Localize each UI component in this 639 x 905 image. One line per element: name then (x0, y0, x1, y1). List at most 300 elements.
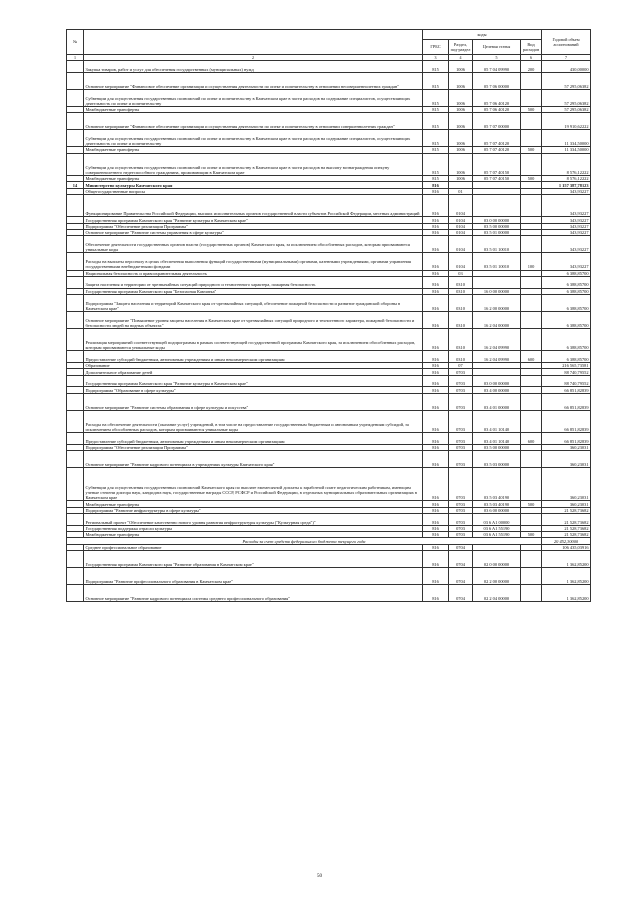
header-grbs: ГРБС (423, 39, 449, 55)
row-number-cell (67, 311, 84, 328)
amount-cell: 21 528,73682 (542, 514, 591, 526)
row-number-cell (67, 328, 84, 350)
section-cell: 0104 (449, 236, 473, 253)
amount-cell: 360,23031 (542, 501, 591, 507)
expense-kind-cell (521, 393, 542, 410)
target-article-cell: 05 7 06 40120 (473, 89, 521, 106)
grbs-cell: 815 (423, 175, 449, 181)
section-cell: 0703 (449, 525, 473, 531)
description-cell: Дополнительное образование детей (84, 369, 423, 375)
expense-kind-cell (521, 451, 542, 468)
table-row (67, 253, 591, 270)
grbs-cell: 816 (423, 501, 449, 507)
description-cell: Субвенции для осуществления государственных полномочий по опеке и попечительству в Камчатском крае в части расходов на содержание специалистов, осуществляющих деятельность по опеке и попечительству (84, 130, 423, 147)
amount-cell: 360,23031 (542, 451, 591, 468)
section-cell: 1006 (449, 72, 473, 89)
expense-kind-cell (521, 294, 542, 311)
row-number-cell (67, 61, 84, 73)
grbs-cell: 815 (423, 113, 449, 130)
table-row (67, 72, 591, 89)
section-cell: 1006 (449, 113, 473, 130)
description-cell: Функционирование Правительства Российской Федерации, высших исполнительных органов государственной власти субъектов Российской Федерации, местных администраций (84, 194, 423, 216)
grbs-cell: 816 (423, 544, 449, 550)
target-article-cell: 03 5 01 10010 (473, 236, 521, 253)
section-cell: 0104 (449, 223, 473, 229)
description-cell: Субвенции для осуществления государственных полномочий по опеке и попечительству в Камчатском крае в части расходов на выплату вознаграждения опекуну совершеннолетнего недееспособного гражданина, проживающим в Камчатском крае (84, 153, 423, 175)
expense-kind-cell: 500 (521, 106, 542, 112)
section-cell: 0704 (449, 544, 473, 550)
grbs-cell: 816 (423, 351, 449, 363)
description-cell: Государственная программа Камчатского края "Безопасная Камчатка" (84, 288, 423, 294)
description-cell: Среднее профессиональное образование (84, 544, 423, 550)
target-article-cell: 03 0 00 00000 (473, 217, 521, 223)
amount-cell: 57 295,06382 (542, 89, 591, 106)
grbs-cell: 816 (423, 276, 449, 288)
section-cell: 0703 (449, 451, 473, 468)
row-number-cell (67, 89, 84, 106)
target-article-cell: 03 4 01 00000 (473, 393, 521, 410)
grbs-cell: 816 (423, 507, 449, 513)
expense-kind-cell: 500 (521, 175, 542, 181)
amount-cell: 57 295,06382 (542, 72, 591, 89)
row-number-cell (67, 113, 84, 130)
target-article-cell: 03 6 A1 00000 (473, 514, 521, 526)
description-cell: Основное мероприятие "Развитие кадрового потенциала системы среднего профессионального образования" (84, 585, 423, 602)
header-codes: коды (423, 30, 542, 40)
section-cell: 0703 (449, 375, 473, 387)
amount-cell: 6 388,85700 (542, 270, 591, 276)
expense-kind-cell (521, 276, 542, 288)
amount-cell: 343,93227 (542, 188, 591, 194)
table-row (67, 328, 591, 350)
target-article-cell: 03 5 03 40190 (473, 501, 521, 507)
table-row (67, 468, 591, 501)
target-article-cell: 03 6 00 00000 (473, 507, 521, 513)
expense-kind-cell (521, 468, 542, 501)
expense-kind-cell (521, 194, 542, 216)
header-target: Целевая статья (473, 39, 521, 55)
description-cell: Государственная программа Камчатского края "Развитие культуры в Камчатском крае" (84, 217, 423, 223)
grbs-cell: 816 (423, 270, 449, 276)
description-cell: Национальная безопасность и правоохранительная деятельность (84, 270, 423, 276)
description-cell: Образование (84, 363, 423, 369)
table-row (67, 89, 591, 106)
grbs-cell: 815 (423, 130, 449, 147)
table-row (67, 153, 591, 175)
grbs-cell: 816 (423, 363, 449, 369)
target-article-cell: 05 7 04 09990 (473, 61, 521, 73)
index-cell: 5 (473, 55, 521, 61)
description-cell: Региональный проект "Обеспечение качественно нового уровня развития инфраструктуры культуры ("Культурная среда")" (84, 514, 423, 526)
description-cell: Подпрограмма "Образование в сфере культуры" (84, 387, 423, 393)
target-article-cell: 03 5 01 00000 (473, 230, 521, 236)
index-cell: 6 (521, 55, 542, 61)
grbs-cell: 816 (423, 525, 449, 531)
row-number-cell (67, 153, 84, 175)
amount-cell: 343,93227 (542, 253, 591, 270)
table-row (67, 514, 591, 526)
table-row (67, 351, 591, 363)
amount-cell: 6 388,85700 (542, 288, 591, 294)
table-row (67, 194, 591, 216)
amount-cell: 1 362,85200 (542, 551, 591, 568)
grbs-cell: 816 (423, 568, 449, 585)
grbs-cell: 816 (423, 236, 449, 253)
table-row (67, 433, 591, 445)
grbs-cell: 816 (423, 369, 449, 375)
description-cell: Государственная поддержка отрасли культуры (84, 525, 423, 531)
row-number-cell (67, 410, 84, 432)
section-cell: 0703 (449, 514, 473, 526)
header-description (84, 30, 423, 55)
page-number: 50 (317, 874, 322, 879)
grbs-cell: 815 (423, 61, 449, 73)
table-row (67, 276, 591, 288)
index-cell: 2 (84, 55, 423, 61)
table-row (67, 568, 591, 585)
description-cell: Расходы на выплаты персоналу в целях обеспечения выполнения функций государственными (муниципальными) органами, казенными учреждениями, органами управления государственными внебюджетными фондами (84, 253, 423, 270)
target-article-cell: 03 6 A1 55190 (473, 525, 521, 531)
target-article-cell: 16 2 04 09990 (473, 328, 521, 350)
description-cell: Основное мероприятие "Развитие кадрового потенциала в учреждениях культуры Камчатского края" (84, 451, 423, 468)
section-cell: 0703 (449, 501, 473, 507)
description-cell: Обеспечение деятельности государственных органов власти (государственных органов) Камчатского края, за исключением обособленных расходов, которым присваиваются уникальные коды (84, 236, 423, 253)
target-article-cell: 05 7 07 40120 (473, 130, 521, 147)
amount-cell: 6 388,85700 (542, 351, 591, 363)
grbs-cell: 816 (423, 451, 449, 468)
grbs-cell: 815 (423, 72, 449, 89)
expense-kind-cell (521, 89, 542, 106)
amount-cell: 216 565,73581 (542, 363, 591, 369)
grbs-cell: 816 (423, 551, 449, 568)
section-cell: 0310 (449, 294, 473, 311)
description-cell: Государственная программа Камчатского края "Развитие образования в Камчатском крае" (84, 551, 423, 568)
grbs-cell: 815 (423, 147, 449, 153)
section-cell: 0310 (449, 288, 473, 294)
row-number-cell (67, 468, 84, 501)
expense-kind-cell (521, 130, 542, 147)
table-row (67, 311, 591, 328)
header-section: Раздел, под-раздел (449, 39, 473, 55)
description-cell: Министерство культуры Камчатского края (84, 182, 423, 188)
description-cell: Защита населения и территории от чрезвычайных ситуаций природного и техногенного характера, пожарная безопасность (84, 276, 423, 288)
target-article-cell: 16 2 00 00000 (473, 294, 521, 311)
row-number-cell (67, 514, 84, 526)
expense-kind-cell (521, 551, 542, 568)
expense-kind-cell (521, 514, 542, 526)
section-cell: 1006 (449, 175, 473, 181)
amount-cell: 66 851,82839 (542, 410, 591, 432)
target-article-cell: 16 2 04 00000 (473, 311, 521, 328)
description-cell: Основное мероприятие "Финансовое обеспечение организации и осуществления деятельности по опеке и попечительству в отношении совершеннолетних граждан" (84, 113, 423, 130)
target-article-cell (473, 276, 521, 288)
expense-kind-cell: 500 (521, 532, 542, 538)
grbs-cell: 816 (423, 585, 449, 602)
amount-cell: 21 528,73682 (542, 532, 591, 538)
description-cell: Предоставление субсидий бюджетным, автономным учреждениям и иным некоммерческим организациям (84, 351, 423, 363)
section-cell: 0703 (449, 369, 473, 375)
description-cell: Основное мероприятие "Повышение уровня защиты населения в Камчатском крае от чрезвычайных ситуаций природного и техногенного характера, пожарной безопасности и безопасности людей на водных объектах" (84, 311, 423, 328)
target-article-cell: 03 5 00 00000 (473, 223, 521, 229)
description-cell: Основное мероприятие "Развитие системы управления в сфере культуры" (84, 230, 423, 236)
amount-cell: 66 851,82839 (542, 433, 591, 445)
amount-cell: 19 910,62222 (542, 113, 591, 130)
section-cell: 0104 (449, 217, 473, 223)
target-article-cell: 03 4 00 00000 (473, 387, 521, 393)
description-cell: Основное мероприятие "Развитие системы образования в сфере культуры и искусства" (84, 393, 423, 410)
budget-table-sheet (66, 29, 590, 602)
description-cell: Межбюджетные трансферты (84, 147, 423, 153)
amount-cell: 343,93227 (542, 194, 591, 216)
grbs-cell: 816 (423, 532, 449, 538)
grbs-cell: 816 (423, 468, 449, 501)
header-kind: Вид расходов (521, 39, 542, 55)
grbs-cell: 815 (423, 106, 449, 112)
target-article-cell: 16 2 04 09990 (473, 351, 521, 363)
amount-cell: 1 362,85200 (542, 568, 591, 585)
amount-cell: 343,93227 (542, 236, 591, 253)
section-cell: 0104 (449, 194, 473, 216)
description-cell: Межбюджетные трансферты (84, 175, 423, 181)
grbs-cell: 816 (423, 217, 449, 223)
amount-cell: 6 388,85700 (542, 294, 591, 311)
description-cell: Общегосударственные вопросы (84, 188, 423, 194)
description-cell: Государственная программа Камчатского края "Развитие культуры в Камчатском крае" (84, 375, 423, 387)
amount-cell: 11 334,50000 (542, 130, 591, 147)
target-article-cell: 03 4 01 10140 (473, 410, 521, 432)
expense-kind-cell: 100 (521, 253, 542, 270)
section-cell: 0104 (449, 253, 473, 270)
target-article-cell: 05 7 07 40150 (473, 153, 521, 175)
description-cell: Расходы на обеспечение деятельности (оказание услуг) учреждений, в том числе на предоставление государственным бюджетным и автономным учреждениям субсидий, за исключением обособленных расходов, которым присваиваются уникальные коды (84, 410, 423, 432)
expense-kind-cell (521, 236, 542, 253)
amount-cell: 20 452,30000 (542, 538, 591, 544)
row-number-cell (67, 551, 84, 568)
expense-kind-cell: 600 (521, 351, 542, 363)
grbs-cell: 815 (423, 89, 449, 106)
row-number-cell (67, 433, 84, 445)
table-row (67, 375, 591, 387)
section-cell: 0310 (449, 328, 473, 350)
target-article-cell: 05 7 06 40120 (473, 106, 521, 112)
target-article-cell: 03 5 01 10010 (473, 253, 521, 270)
row-number-cell (67, 294, 84, 311)
section-cell: 0704 (449, 568, 473, 585)
amount-cell: 6 388,85700 (542, 311, 591, 328)
expense-kind-cell (521, 72, 542, 89)
amount-cell: 21 528,73682 (542, 507, 591, 513)
section-cell: 07 (449, 363, 473, 369)
amount-cell: 343,93227 (542, 217, 591, 223)
section-cell: 0704 (449, 551, 473, 568)
target-article-cell: 05 7 07 40150 (473, 175, 521, 181)
target-article-cell: 05 7 07 40120 (473, 147, 521, 153)
amount-cell: 430,00000 (542, 61, 591, 73)
description-cell: Основное мероприятие "Финансовое обеспечение организации и осуществления деятельности по опеке и попечительству в отношении несовершеннолетних граждан" (84, 72, 423, 89)
section-cell: 0703 (449, 410, 473, 432)
subtotal-label: Расходы за счет средств федерального бюджета текущего года (67, 538, 542, 544)
section-cell: 0310 (449, 351, 473, 363)
target-article-cell: 02 0 00 00000 (473, 551, 521, 568)
amount-cell: 1 362,85200 (542, 585, 591, 602)
section-cell: 0703 (449, 387, 473, 393)
target-article-cell: 02 2 00 00000 (473, 568, 521, 585)
section-cell: 0703 (449, 444, 473, 450)
section-cell: 0704 (449, 585, 473, 602)
description-cell: Предоставление субсидий бюджетным, автономным учреждениям и иным некоммерческим организациям (84, 433, 423, 445)
amount-cell: 343,93227 (542, 230, 591, 236)
table-row (67, 61, 591, 73)
expense-kind-cell (521, 153, 542, 175)
index-cell: 4 (449, 55, 473, 61)
section-cell: 03 (449, 270, 473, 276)
description-cell: Межбюджетные трансферты (84, 532, 423, 538)
amount-cell: 1 157 387,78123 (542, 182, 591, 188)
description-cell: Закупка товаров, работ и услуг для обеспечения государственных (муниципальных) нужд (84, 61, 423, 73)
section-cell: 01 (449, 188, 473, 194)
target-article-cell: 16 0 00 00000 (473, 288, 521, 294)
grbs-cell: 816 (423, 288, 449, 294)
amount-cell: 360,23031 (542, 468, 591, 501)
index-cell: 3 (423, 55, 449, 61)
expense-kind-cell (521, 410, 542, 432)
description-cell: Подпрограмма "Защита населения и территорий Камчатского края от чрезвычайных ситуаций, обеспечение пожарной безопасности и развитие гражданской обороны в Камчатском крае" (84, 294, 423, 311)
grbs-cell: 816 (423, 311, 449, 328)
row-number-cell (67, 253, 84, 270)
section-cell: 1006 (449, 89, 473, 106)
target-article-cell (473, 194, 521, 216)
row-number-cell: 14 (67, 182, 84, 188)
amount-cell: 6 388,85700 (542, 328, 591, 350)
expense-kind-cell (521, 585, 542, 602)
table-row (67, 451, 591, 468)
grbs-cell: 816 (423, 444, 449, 450)
target-article-cell: 03 6 A1 55190 (473, 532, 521, 538)
grbs-cell: 816 (423, 230, 449, 236)
section-cell: 0703 (449, 507, 473, 513)
expense-kind-cell (521, 568, 542, 585)
section-cell: 0703 (449, 433, 473, 445)
grbs-cell: 816 (423, 328, 449, 350)
expense-kind-cell (521, 311, 542, 328)
expense-kind-cell (521, 328, 542, 350)
expense-kind-cell: 500 (521, 147, 542, 153)
grbs-cell: 816 (423, 410, 449, 432)
row-number-cell (67, 130, 84, 147)
grbs-cell: 816 (423, 433, 449, 445)
description-cell: Подпрограмма "Развитие профессионального образования в Камчатском крае" (84, 568, 423, 585)
expense-kind-cell (521, 375, 542, 387)
table-row (67, 113, 591, 130)
index-cell: 7 (542, 55, 591, 61)
grbs-cell: 816 (423, 294, 449, 311)
section-cell: 0703 (449, 468, 473, 501)
grbs-cell: 816 (423, 393, 449, 410)
amount-cell: 21 528,73682 (542, 525, 591, 531)
row-number-cell (67, 194, 84, 216)
description-cell: Субвенции для осуществления государственных полномочий Камчатского края по выплате ежемесячной доплаты к заработной плате педагогическим работникам, имеющим ученые степени доктора наук, кандидата наук, государственные награды СССР, РСФСР и Российской Федерации, в отдельных муниципальных образовательных организациях в Камчатском крае (84, 468, 423, 501)
amount-cell: 66 851,82839 (542, 387, 591, 393)
amount-cell: 6 388,85700 (542, 276, 591, 288)
expense-kind-cell (521, 113, 542, 130)
expense-kind-cell: 500 (521, 501, 542, 507)
section-cell: 0310 (449, 276, 473, 288)
table-row (67, 551, 591, 568)
description-cell: Субвенции для осуществления государственных полномочий по опеке и попечительству в Камчатском крае в части расходов на содержание специалистов, осуществляющих деятельность по опеке и попечительству (84, 89, 423, 106)
section-cell: 1006 (449, 130, 473, 147)
amount-cell: 66 851,82839 (542, 393, 591, 410)
amount-cell: 11 334,50000 (542, 147, 591, 153)
amount-cell: 88 740,79552 (542, 369, 591, 375)
target-article-cell: 03 5 03 40190 (473, 468, 521, 501)
amount-cell: 343,93227 (542, 223, 591, 229)
grbs-cell: 816 (423, 188, 449, 194)
table-body (67, 61, 591, 602)
section-cell: 1006 (449, 61, 473, 73)
grbs-cell: 815 (423, 153, 449, 175)
row-number-cell (67, 72, 84, 89)
section-cell: 0310 (449, 311, 473, 328)
grbs-cell: 816 (423, 253, 449, 270)
row-number-cell (67, 236, 84, 253)
section-cell: 1006 (449, 147, 473, 153)
row-number-cell (67, 351, 84, 363)
section-cell: 0104 (449, 230, 473, 236)
amount-cell: 360,23031 (542, 444, 591, 450)
row-number-cell (67, 375, 84, 387)
amount-cell: 57 295,06382 (542, 106, 591, 112)
row-number-cell (67, 451, 84, 468)
section-cell: 0703 (449, 532, 473, 538)
section-cell: 0703 (449, 393, 473, 410)
grbs-cell: 816 (423, 387, 449, 393)
table-row (67, 130, 591, 147)
amount-cell: 106 435,03916 (542, 544, 591, 550)
target-article-cell: 03 4 01 10140 (473, 433, 521, 445)
amount-cell: 8 576,12222 (542, 175, 591, 181)
row-number-cell (67, 585, 84, 602)
table-row (67, 410, 591, 432)
target-article-cell: 03 0 00 00000 (473, 375, 521, 387)
index-cell: 1 (67, 55, 84, 61)
description-cell: Подпрограмма "Обеспечение реализации Программы" (84, 444, 423, 450)
table-row (67, 585, 591, 602)
amount-cell: 8 576,12222 (542, 153, 591, 175)
description-cell: Подпрограмма "Обеспечение реализации Программы" (84, 223, 423, 229)
expense-kind-cell: 200 (521, 61, 542, 73)
grbs-cell: 816 (423, 223, 449, 229)
row-number-cell (67, 568, 84, 585)
row-number-cell (67, 276, 84, 288)
table-row (67, 393, 591, 410)
expense-kind-cell: 600 (521, 433, 542, 445)
description-cell: Межбюджетные трансферты (84, 501, 423, 507)
row-number-cell (67, 393, 84, 410)
grbs-cell: 816 (423, 375, 449, 387)
budget-table (66, 29, 591, 602)
header-num: № (67, 30, 84, 55)
target-article-cell: 03 5 03 00000 (473, 451, 521, 468)
table-row (67, 236, 591, 253)
grbs-cell: 816 (423, 182, 449, 188)
target-article-cell: 05 7 07 00000 (473, 113, 521, 130)
description-cell: Межбюджетные трансферты (84, 106, 423, 112)
description-cell: Подпрограмма "Развитие инфраструктуры в сфере культуры" (84, 507, 423, 513)
table-row (67, 294, 591, 311)
section-cell: 1006 (449, 106, 473, 112)
grbs-cell: 816 (423, 194, 449, 216)
amount-cell: 88 740,79552 (542, 375, 591, 387)
